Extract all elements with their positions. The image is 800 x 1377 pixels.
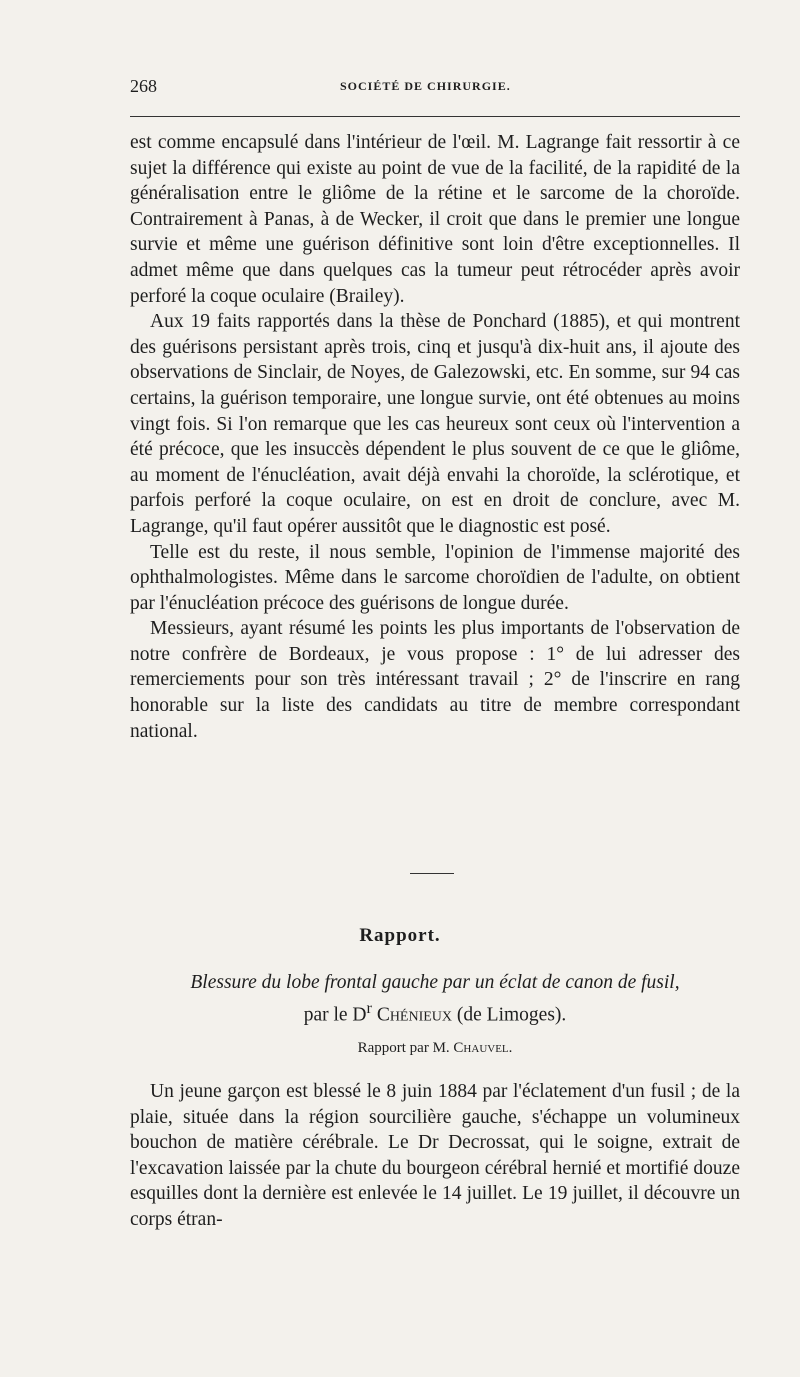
running-header (130, 76, 740, 100)
running-title: SOCIÉTÉ DE CHIRURGIE. (340, 79, 511, 93)
author-prefix-sup: r (366, 998, 372, 1017)
report-title-author-line (130, 996, 740, 1028)
paragraph: Un jeune garçon est blessé le 8 juin 1884 par l'éclatement d'un fusil ; de la plaie, située dans la région sourcilière gauche, s'échappe un volumineux bouchon de matière cérébrale. Le Dr Decrossat, qui le soigne, extrait de l'excavation laissée par la chute du bourgeon cérébral hernié et mortifié douze esquilles dont la dernière est enlevée le 14 juillet. Le 19 juillet, il découvre un corps étran- (130, 1081, 740, 1230)
report-title-main: Blessure du lobe frontal gauche par un éclat de canon de fusil, (190, 972, 680, 993)
paragraph: Telle est du reste, il nous semble, l'opinion de l'immense majorité des ophthalmologistes. Même dans le sarcome choroïdien de l'adulte, on obtient par l'énucléation précoce des guérisons de longue durée. (130, 541, 740, 614)
report-title (130, 970, 740, 1028)
paragraph: Aux 19 faits rapportés dans la thèse de Ponchard (1885), et qui montrent des guérisons persistant après trois, cinq et jusqu'à dix-huit ans, il ajoute des observations de Sinclair, de Noyes, de Galezowski, etc. En somme, sur 94 cas certains, la guérison temporaire, une longue survie, ont été obtenues au moins vingt fois. Si l'on remarque que les cas heureux sont ceux où l'intervention a été précoce, que les insuccès dépendent le plus souvent de ce que le gliôme, au moment de l'énucléation, avait déjà envahi la choroïde, la sclérotique, et parfois perforé la coque oculaire, on est en droit de conclure, avec M. Lagrange, qu'il faut opérer aussitôt que le diagnostic est posé. (130, 311, 740, 537)
section-heading: Rapport. (359, 925, 441, 946)
body-text-bottom (130, 1079, 740, 1233)
author-name: Chénieux (376, 1004, 453, 1026)
report-by-line (130, 1040, 740, 1057)
header-rule (130, 116, 740, 117)
author-location: (de Limoges). (456, 1004, 567, 1026)
section-separator (410, 873, 454, 874)
report-by-prefix: Rapport par M. (357, 1040, 450, 1056)
reporter-name: Chauvel. (453, 1040, 513, 1056)
paragraph: est comme encapsulé dans l'intérieur de l'œil. M. Lagrange fait ressortir à ce sujet la différence qui existe au point de vue de la facilité, de la rapidité de la généralisation entre le gliôme de la rétine et le sarcome de la choroïde. Contrairement à Panas, à de Wecker, il croit que dans le premier une longue survie et même une guérison définitive sont loin d'être exceptionnelles. Il admet même que dans quelques cas la tumeur peut rétrocéder après avoir perforé la coque oculaire (Brailey). (130, 132, 740, 307)
paragraph: Messieurs, ayant résumé les points les plus importants de l'observation de notre confrère de Bordeaux, je vous propose : 1° de lui adresser des remerciements pour son très intéressant travail ; 2° de l'inscrire en rang honorable sur la liste des candidats au titre de membre correspondant national. (130, 618, 740, 742)
author-prefix: par le D (303, 1004, 367, 1026)
body-text-top (130, 130, 740, 744)
page-number: 268 (130, 76, 157, 96)
